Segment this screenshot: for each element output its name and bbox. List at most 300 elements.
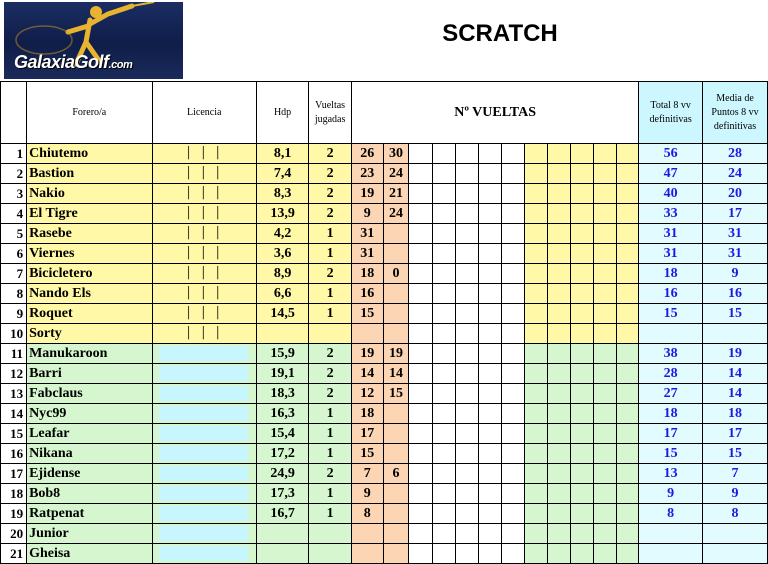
row-vuelta-1: 23 (352, 164, 383, 184)
table-row (1, 164, 768, 184)
row-vuelta-empty (433, 184, 456, 204)
row-jugadas: 2 (309, 204, 352, 224)
row-vuelta-empty (502, 504, 525, 524)
row-vuelta-empty (571, 144, 594, 164)
row-licencia (152, 204, 256, 224)
row-name: Nakio (27, 184, 152, 204)
row-name: Viernes (27, 244, 152, 264)
row-name: Bicicletero (27, 264, 152, 284)
row-jugadas: 1 (309, 504, 352, 524)
row-hdp: 8,1 (256, 144, 308, 164)
row-vuelta-empty (617, 484, 639, 504)
row-vuelta-empty (548, 524, 571, 544)
row-vuelta-1: 19 (352, 344, 383, 364)
row-total (639, 324, 703, 344)
row-vuelta-empty (409, 324, 433, 344)
row-vuelta-empty (594, 324, 617, 344)
row-vuelta-empty (548, 204, 571, 224)
row-vuelta-empty (479, 284, 502, 304)
row-hdp: 4,2 (256, 224, 308, 244)
row-position: 7 (1, 264, 27, 284)
row-vuelta-1 (352, 524, 383, 544)
row-vuelta-2 (383, 444, 409, 464)
row-total: 15 (639, 444, 703, 464)
row-position: 16 (1, 444, 27, 464)
row-total: 18 (639, 264, 703, 284)
galaxiagolf-logo (4, 2, 183, 79)
row-vuelta-empty (525, 164, 548, 184)
row-total: 15 (639, 304, 703, 324)
row-position: 20 (1, 524, 27, 544)
row-media (703, 524, 768, 544)
row-hdp (256, 544, 308, 564)
licence-redacted (159, 526, 248, 541)
row-vuelta-empty (433, 164, 456, 184)
licence-redacted (159, 486, 248, 501)
licence-mark: │ │ │ (184, 207, 224, 219)
row-jugadas: 2 (309, 164, 352, 184)
row-vuelta-empty (409, 484, 433, 504)
row-total: 9 (639, 484, 703, 504)
row-position: 12 (1, 364, 27, 384)
row-vuelta-1 (352, 324, 383, 344)
row-vuelta-1 (352, 544, 383, 564)
row-vuelta-2: 30 (383, 144, 409, 164)
row-jugadas (309, 544, 352, 564)
row-position: 17 (1, 464, 27, 484)
row-media: 19 (703, 344, 768, 364)
row-jugadas: 2 (309, 364, 352, 384)
row-total: 17 (639, 424, 703, 444)
row-vuelta-empty (571, 544, 594, 564)
row-vuelta-empty (479, 464, 502, 484)
row-vuelta-empty (571, 384, 594, 404)
row-vuelta-empty (548, 244, 571, 264)
row-position: 4 (1, 204, 27, 224)
row-vuelta-empty (594, 164, 617, 184)
row-vuelta-empty (617, 404, 639, 424)
row-total: 18 (639, 404, 703, 424)
row-vuelta-empty (525, 344, 548, 364)
licence-redacted (159, 366, 248, 381)
row-name: El Tigre (27, 204, 152, 224)
row-vuelta-empty (409, 464, 433, 484)
row-jugadas: 2 (309, 144, 352, 164)
row-hdp: 17,2 (256, 444, 308, 464)
row-vuelta-empty (409, 544, 433, 564)
row-vuelta-empty (479, 244, 502, 264)
row-name: Manukaroon (27, 344, 152, 364)
row-vuelta-empty (502, 424, 525, 444)
row-vuelta-empty (617, 244, 639, 264)
row-media: 16 (703, 284, 768, 304)
row-licencia (152, 304, 256, 324)
row-vuelta-empty (571, 184, 594, 204)
row-vuelta-empty (548, 484, 571, 504)
row-total: 13 (639, 464, 703, 484)
row-vuelta-empty (525, 244, 548, 264)
licence-mark: │ │ │ (184, 147, 224, 159)
row-name: Barri (27, 364, 152, 384)
row-vuelta-empty (617, 224, 639, 244)
row-position: 14 (1, 404, 27, 424)
row-vuelta-empty (548, 364, 571, 384)
row-vuelta-empty (456, 284, 479, 304)
row-vuelta-2: 14 (383, 364, 409, 384)
row-vuelta-empty (433, 484, 456, 504)
row-vuelta-empty (409, 384, 433, 404)
row-vuelta-empty (502, 284, 525, 304)
row-hdp: 16,7 (256, 504, 308, 524)
row-vuelta-empty (433, 244, 456, 264)
row-vuelta-1: 15 (352, 444, 383, 464)
row-total (639, 524, 703, 544)
row-position: 2 (1, 164, 27, 184)
row-vuelta-empty (525, 484, 548, 504)
row-vuelta-empty (525, 304, 548, 324)
row-vuelta-empty (479, 204, 502, 224)
row-vuelta-empty (571, 204, 594, 224)
header-jugadas: Vueltas jugadas (309, 82, 352, 144)
row-vuelta-empty (479, 524, 502, 544)
licence-mark: │ │ │ (184, 247, 224, 259)
row-licencia (152, 444, 256, 464)
row-jugadas: 1 (309, 484, 352, 504)
row-total: 8 (639, 504, 703, 524)
row-name: Rasebe (27, 224, 152, 244)
row-vuelta-2: 21 (383, 184, 409, 204)
row-vuelta-empty (502, 324, 525, 344)
table-row (1, 284, 768, 304)
table-row (1, 404, 768, 424)
row-total: 47 (639, 164, 703, 184)
row-name: Sorty (27, 324, 152, 344)
row-vuelta-empty (617, 284, 639, 304)
row-vuelta-empty (571, 344, 594, 364)
licence-mark: │ │ │ (184, 187, 224, 199)
row-vuelta-empty (594, 524, 617, 544)
row-vuelta-empty (594, 204, 617, 224)
row-media (703, 324, 768, 344)
row-position: 9 (1, 304, 27, 324)
row-vuelta-empty (409, 524, 433, 544)
row-vuelta-empty (456, 404, 479, 424)
row-vuelta-empty (571, 484, 594, 504)
row-vuelta-empty (548, 284, 571, 304)
row-vuelta-empty (409, 304, 433, 324)
row-media: 24 (703, 164, 768, 184)
table-row (1, 444, 768, 464)
row-vuelta-empty (525, 444, 548, 464)
row-vuelta-empty (433, 504, 456, 524)
row-vuelta-1: 26 (352, 144, 383, 164)
row-jugadas: 2 (309, 384, 352, 404)
scores-table (0, 81, 768, 564)
row-vuelta-2 (383, 244, 409, 264)
row-vuelta-empty (456, 544, 479, 564)
row-vuelta-empty (409, 444, 433, 464)
row-vuelta-empty (594, 284, 617, 304)
row-vuelta-empty (409, 264, 433, 284)
row-vuelta-empty (571, 524, 594, 544)
row-vuelta-empty (502, 144, 525, 164)
row-vuelta-empty (479, 144, 502, 164)
row-hdp: 3,6 (256, 244, 308, 264)
row-vuelta-empty (548, 404, 571, 424)
row-vuelta-empty (409, 364, 433, 384)
row-vuelta-empty (433, 524, 456, 544)
row-licencia (152, 544, 256, 564)
row-licencia (152, 164, 256, 184)
row-vuelta-empty (548, 544, 571, 564)
row-hdp: 16,3 (256, 404, 308, 424)
row-position: 8 (1, 284, 27, 304)
row-name: Chiutemo (27, 144, 152, 164)
row-hdp: 13,9 (256, 204, 308, 224)
row-vuelta-empty (525, 504, 548, 524)
row-vuelta-2: 24 (383, 204, 409, 224)
row-vuelta-2 (383, 304, 409, 324)
row-vuelta-empty (548, 424, 571, 444)
row-vuelta-empty (409, 404, 433, 424)
licence-mark: │ │ │ (184, 307, 224, 319)
row-jugadas: 1 (309, 444, 352, 464)
row-licencia (152, 344, 256, 364)
row-vuelta-empty (456, 184, 479, 204)
row-vuelta-empty (433, 144, 456, 164)
row-licencia (152, 524, 256, 544)
row-vuelta-empty (456, 344, 479, 364)
row-vuelta-empty (479, 364, 502, 384)
row-vuelta-empty (502, 164, 525, 184)
row-vuelta-empty (594, 184, 617, 204)
row-vuelta-empty (525, 324, 548, 344)
row-vuelta-empty (479, 504, 502, 524)
row-vuelta-empty (433, 444, 456, 464)
row-vuelta-empty (548, 444, 571, 464)
row-vuelta-empty (594, 224, 617, 244)
row-total: 40 (639, 184, 703, 204)
table-row (1, 464, 768, 484)
row-position: 3 (1, 184, 27, 204)
row-licencia (152, 384, 256, 404)
row-vuelta-empty (594, 364, 617, 384)
row-media: 15 (703, 304, 768, 324)
row-position: 19 (1, 504, 27, 524)
row-vuelta-1: 19 (352, 184, 383, 204)
row-vuelta-empty (617, 424, 639, 444)
row-media: 8 (703, 504, 768, 524)
row-vuelta-empty (409, 184, 433, 204)
row-vuelta-empty (571, 364, 594, 384)
table-row (1, 424, 768, 444)
row-vuelta-empty (479, 344, 502, 364)
row-vuelta-empty (594, 344, 617, 364)
row-vuelta-empty (617, 544, 639, 564)
licence-redacted (159, 426, 248, 441)
row-hdp: 6,6 (256, 284, 308, 304)
header-media: Media de Puntos 8 vv definitivas (703, 82, 768, 144)
row-vuelta-empty (456, 224, 479, 244)
row-vuelta-empty (548, 144, 571, 164)
row-vuelta-2: 6 (383, 464, 409, 484)
row-vuelta-empty (525, 224, 548, 244)
row-vuelta-2: 0 (383, 264, 409, 284)
row-vuelta-empty (548, 184, 571, 204)
table-row (1, 484, 768, 504)
row-vuelta-empty (456, 364, 479, 384)
table-row (1, 244, 768, 264)
row-name: Ejidense (27, 464, 152, 484)
row-vuelta-2: 15 (383, 384, 409, 404)
row-vuelta-empty (409, 204, 433, 224)
row-vuelta-empty (502, 244, 525, 264)
row-vuelta-empty (502, 204, 525, 224)
row-vuelta-empty (525, 264, 548, 284)
row-vuelta-empty (456, 524, 479, 544)
row-vuelta-empty (525, 384, 548, 404)
row-total: 31 (639, 244, 703, 264)
row-vuelta-empty (525, 424, 548, 444)
row-vuelta-empty (409, 424, 433, 444)
row-media: 28 (703, 144, 768, 164)
header-pos (1, 82, 27, 144)
row-vuelta-empty (571, 284, 594, 304)
row-position: 21 (1, 544, 27, 564)
row-vuelta-empty (617, 444, 639, 464)
row-vuelta-1: 9 (352, 484, 383, 504)
row-vuelta-1: 17 (352, 424, 383, 444)
row-vuelta-empty (617, 144, 639, 164)
row-vuelta-empty (479, 404, 502, 424)
row-position: 18 (1, 484, 27, 504)
row-vuelta-empty (409, 284, 433, 304)
row-vuelta-empty (502, 544, 525, 564)
row-vuelta-empty (617, 364, 639, 384)
row-vuelta-2 (383, 524, 409, 544)
table-row (1, 204, 768, 224)
row-vuelta-empty (571, 264, 594, 284)
licence-redacted (159, 386, 248, 401)
row-vuelta-empty (502, 344, 525, 364)
row-jugadas: 2 (309, 264, 352, 284)
row-licencia (152, 404, 256, 424)
row-vuelta-empty (594, 464, 617, 484)
row-vuelta-empty (594, 244, 617, 264)
row-licencia (152, 284, 256, 304)
row-licencia (152, 224, 256, 244)
row-vuelta-empty (479, 444, 502, 464)
row-hdp: 15,9 (256, 344, 308, 364)
row-vuelta-empty (594, 504, 617, 524)
row-media: 31 (703, 224, 768, 244)
row-vuelta-empty (525, 144, 548, 164)
row-name: Gheisa (27, 544, 152, 564)
row-vuelta-empty (409, 244, 433, 264)
table-row (1, 384, 768, 404)
row-vuelta-empty (502, 224, 525, 244)
row-vuelta-1: 7 (352, 464, 383, 484)
row-vuelta-empty (548, 264, 571, 284)
row-vuelta-1: 31 (352, 244, 383, 264)
row-vuelta-1: 31 (352, 224, 383, 244)
row-vuelta-empty (502, 264, 525, 284)
row-vuelta-empty (594, 444, 617, 464)
row-jugadas: 1 (309, 304, 352, 324)
licence-redacted (159, 466, 248, 481)
row-hdp: 15,4 (256, 424, 308, 444)
row-vuelta-empty (433, 264, 456, 284)
row-vuelta-empty (594, 304, 617, 324)
row-vuelta-empty (525, 284, 548, 304)
row-vuelta-empty (571, 304, 594, 324)
row-media: 14 (703, 364, 768, 384)
table-row (1, 184, 768, 204)
row-total: 33 (639, 204, 703, 224)
table-row (1, 224, 768, 244)
page-title: SCRATCH (442, 20, 558, 47)
row-vuelta-empty (433, 224, 456, 244)
row-vuelta-empty (594, 264, 617, 284)
row-total: 27 (639, 384, 703, 404)
row-vuelta-empty (409, 344, 433, 364)
header-hdp: Hdp (256, 82, 308, 144)
table-row (1, 504, 768, 524)
licence-redacted (159, 546, 248, 561)
row-jugadas: 1 (309, 224, 352, 244)
row-licencia (152, 504, 256, 524)
row-total: 16 (639, 284, 703, 304)
row-licencia (152, 324, 256, 344)
row-vuelta-empty (617, 184, 639, 204)
row-vuelta-empty (502, 304, 525, 324)
row-media: 17 (703, 424, 768, 444)
row-vuelta-empty (525, 184, 548, 204)
row-vuelta-1: 14 (352, 364, 383, 384)
row-vuelta-empty (479, 164, 502, 184)
row-vuelta-empty (571, 464, 594, 484)
row-name: Ratpenat (27, 504, 152, 524)
row-vuelta-empty (571, 324, 594, 344)
row-vuelta-empty (456, 484, 479, 504)
table-row (1, 304, 768, 324)
row-jugadas: 2 (309, 184, 352, 204)
row-licencia (152, 184, 256, 204)
row-vuelta-empty (433, 284, 456, 304)
licence-mark: │ │ │ (184, 327, 224, 339)
row-vuelta-2 (383, 404, 409, 424)
row-vuelta-empty (571, 404, 594, 424)
row-media: 17 (703, 204, 768, 224)
row-licencia (152, 464, 256, 484)
row-vuelta-empty (456, 204, 479, 224)
row-name: Nando Els (27, 284, 152, 304)
row-vuelta-empty (525, 524, 548, 544)
row-vuelta-empty (479, 224, 502, 244)
row-vuelta-empty (502, 444, 525, 464)
row-vuelta-empty (571, 424, 594, 444)
row-vuelta-empty (548, 464, 571, 484)
row-jugadas: 1 (309, 404, 352, 424)
row-vuelta-empty (502, 404, 525, 424)
row-vuelta-empty (433, 364, 456, 384)
row-vuelta-empty (617, 504, 639, 524)
row-vuelta-empty (456, 244, 479, 264)
row-vuelta-empty (409, 164, 433, 184)
row-jugadas: 1 (309, 244, 352, 264)
row-vuelta-2 (383, 544, 409, 564)
row-vuelta-empty (548, 504, 571, 524)
